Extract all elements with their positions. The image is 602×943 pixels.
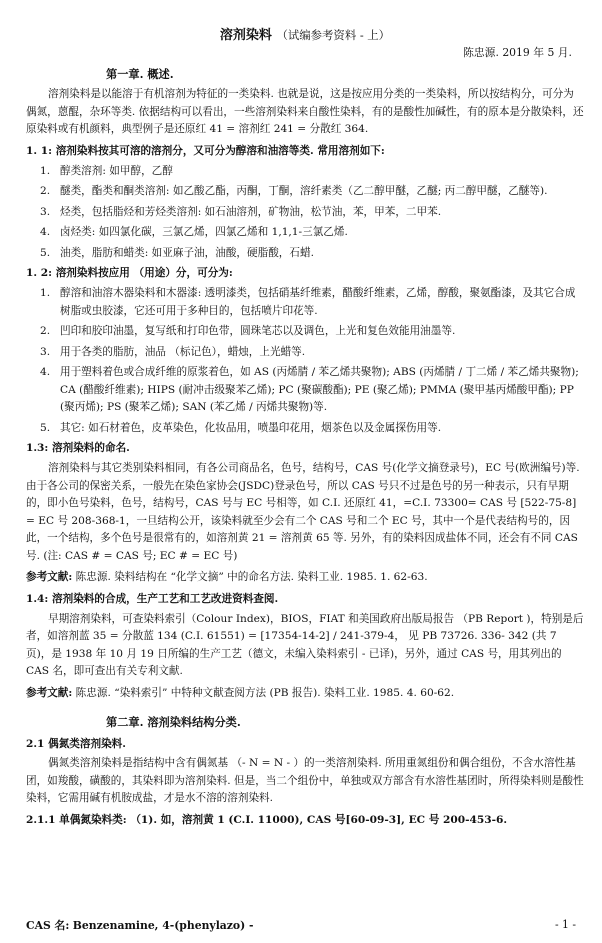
section-2-1-1-heading: 2.1.1 单偶氮染料类: （1). 如，溶剂黄 1 (C.I. 11000), CAS 号[60-09-3], EC 号 200-453-6. [26, 813, 508, 826]
subtitle-text: （试编参考资料 - 上） [276, 28, 391, 42]
reference-label: 参考文献: [26, 686, 73, 699]
list-text: 油类，脂肪和蜡类: 如亚麻子油，油酸，硬脂酸，石蜡. [60, 246, 314, 259]
section-2-1-heading: 2.1 偶氮类溶剂染料. [26, 738, 126, 750]
section-1-3-body: 溶剂染料与其它类别染料相同，有各公司商品名，色号，结构号，CAS 号(化学文摘登录号)，EC 号(欧洲编号)等. 由于各公司的保密关系，一般先在染色家协会(JSDC)登录色号，所以 CAS 号只不过是色号的另一种表示，只有早期的，即小色号染料，色号，结构号，CAS 号与 EC 号相等，如 C.I. 还原红 41，=C.I. 73300= CAS 号 [522-75-8] = EC 号 208-368-1，一旦结构公开，该染料就至少会有二个 CAS 号和二个 EC 号，其中一个是代表结构号的，因此，一个结构，多个色号是很常有的，如溶剂黄 21 = 溶剂黄 65 等. 另外，有的染料因成盐体不同，还会有不同 CAS 号. (注: CAS # = CAS 号; EC # = EC 号) [26, 462, 580, 562]
list-number: 4. [40, 226, 51, 238]
section-1-3-heading: 1.3: 溶剂染料的命名. [26, 442, 130, 454]
list-item [26, 163, 584, 181]
document-title [26, 24, 584, 43]
list-item [26, 344, 584, 362]
list-text: 烃类，包括脂烃和芳烃类溶剂: 如石油溶剂，矿物油，松节油，苯，甲苯，二甲苯. [60, 205, 442, 218]
section-1-3-reference [26, 569, 584, 587]
list-item [26, 224, 584, 242]
document-page [26, 24, 584, 832]
page-footer [26, 918, 576, 933]
list-item [26, 245, 584, 263]
list-text: 用于塑料着色或合成纤维的原浆着色，如 AS (丙烯腈 / 苯乙烯共聚物); ABS (丙烯腈 / 丁二烯 / 苯乙烯共聚物); CA (醋酸纤维素); HIPS (耐冲击级聚苯乙烯); PC (聚碳酸酯); PE (聚乙烯); PMMA (聚甲基丙烯酸甲酯); PP (聚丙烯); PS (聚苯乙烯); SAN (苯乙烯 / 丙烯共聚物)等. [60, 366, 579, 413]
page-number: - 1 - [554, 918, 576, 931]
list-number: 1. [40, 164, 51, 177]
list-item [26, 204, 584, 222]
section-1-4-body: 早期溶剂染料，可查染料索引（Colour Index)，BIOS，FIAT 和美国政府出版局报告 （PB Report )，特别是后者，如溶剂蓝 35 = 分散蓝 134 (C.I. 61551) = [17354-14-2] / 241-379-4， 见 PB 73726. 336- 342 (共 7 页)，是 1938 年 10 月 19 日所编的生产工艺（德文，未编入染料索引 - 已译)，另外，通过 CAS 号，用其列出的 CAS 名，即可查出有关专利文献. [26, 612, 584, 677]
section-1-1-list [26, 163, 584, 263]
title-text: 溶剂染料 [219, 28, 272, 43]
section-2-1-body: 偶氮类溶剂染料是指结构中含有偶氮基 （- N = N - ）的一类溶剂染料. 所用重氮组份和偶合组份，不含水溶性基团，如羧酸，磺酸的，其染料即为溶剂染料. 但是，当二个组份中，单独或双方部含有水溶性基团时，所得染料则是酸性染料，它需用碱有机胺成盐，才是水不溶的溶剂染料. [26, 757, 584, 804]
list-text: 卤烃类: 如四氯化碳，三氯乙烯，四氯乙烯和 1,1,1-三氯乙烯. [60, 226, 348, 238]
list-number: 2. [40, 185, 51, 197]
list-item [26, 323, 584, 341]
section-1-1-heading: 1. 1: 溶剂染料按其可溶的溶剂分，又可分为醇溶和油溶等类. 常用溶剂如下: [26, 144, 385, 157]
list-text: 其它: 如石材着色，皮革染色，化妆品用，喷墨印花用，烟茶色以及金属探伤用等. [60, 421, 442, 434]
list-number: 5. [40, 421, 51, 434]
list-number: 3. [40, 345, 51, 358]
chapter-1-heading: 第一章. 概述. [106, 67, 174, 81]
list-text: 凹印和胶印油墨，复写纸和打印色带，圆珠笔芯以及调色，上光和复色效能用油墨等. [60, 325, 456, 337]
list-number: 2. [40, 325, 51, 337]
list-item [26, 364, 584, 417]
list-text: 醇溶和油溶木器染料和木器漆: 透明漆类，包括硝基纤维素，醋酸纤维素，乙烯，醇酸，聚氨酯漆，及其它合成树脂或虫胶漆，它还可用于多种目的，包括喷片印花等. [60, 287, 576, 317]
reference-label: 参考文献: [26, 571, 73, 583]
section-1-4-reference [26, 685, 584, 703]
list-text: 醚类，酯类和酮类溶剂: 如乙酸乙酯，丙酮，丁酮，溶纤素类（乙二醇甲醚，乙醚; 丙二醇甲醚，乙醚等). [60, 185, 548, 197]
section-1-2-list [26, 285, 584, 437]
list-text: 醇类溶剂: 如甲醇，乙醇 [60, 164, 173, 177]
reference-text: 陈忠源. “染料索引” 中特种文献查阅方法 (PB 报告). 染料工业. 1985. 4. 60-62. [75, 686, 455, 699]
footer-cas-name [26, 918, 253, 933]
list-item [26, 183, 584, 201]
list-number: 4. [40, 366, 51, 378]
chapter-2-heading: 第二章. 溶剂染料结构分类. [106, 715, 241, 729]
list-number: 3. [40, 205, 51, 218]
list-number: 1. [40, 287, 51, 299]
cas-label: CAS 名: [26, 919, 70, 932]
reference-text: 陈忠源. 染料结构在 “化学文摘” 中的命名方法. 染料工业. 1985. 1. 62-63. [75, 571, 428, 583]
list-number: 5. [40, 246, 51, 259]
list-item [26, 285, 584, 320]
list-text: 用于各类的脂肪，油品 （标记色），蜡烛，上光蜡等. [60, 345, 306, 358]
section-1-4-heading: 1.4: 溶剂染料的合成，生产工艺和工艺改进资料查阅. [26, 592, 279, 605]
chapter-1-intro: 溶剂染料是以能溶于有机溶剂为特征的一类染料. 也就是说，这是按应用分类的一类染料，所以按结构分，可分为偶氮，蒽醌，杂环等类. 依据结构可以看出，一些溶剂染料来自酸性染料，有的是酸性加碱性，有的原本是分散染料，还原染料或有机颜料，典型例子是还原红 41 = 溶剂红 241 = 分散红 364. [26, 88, 584, 135]
cas-name: Benzenamine, 4-(phenylazo) - [72, 919, 254, 932]
author-line: 陈忠源. 2019 年 5 月. [463, 46, 572, 59]
list-item [26, 420, 584, 438]
section-1-2-heading: 1. 2: 溶剂染料按应用 （用途）分，可分为: [26, 267, 233, 279]
